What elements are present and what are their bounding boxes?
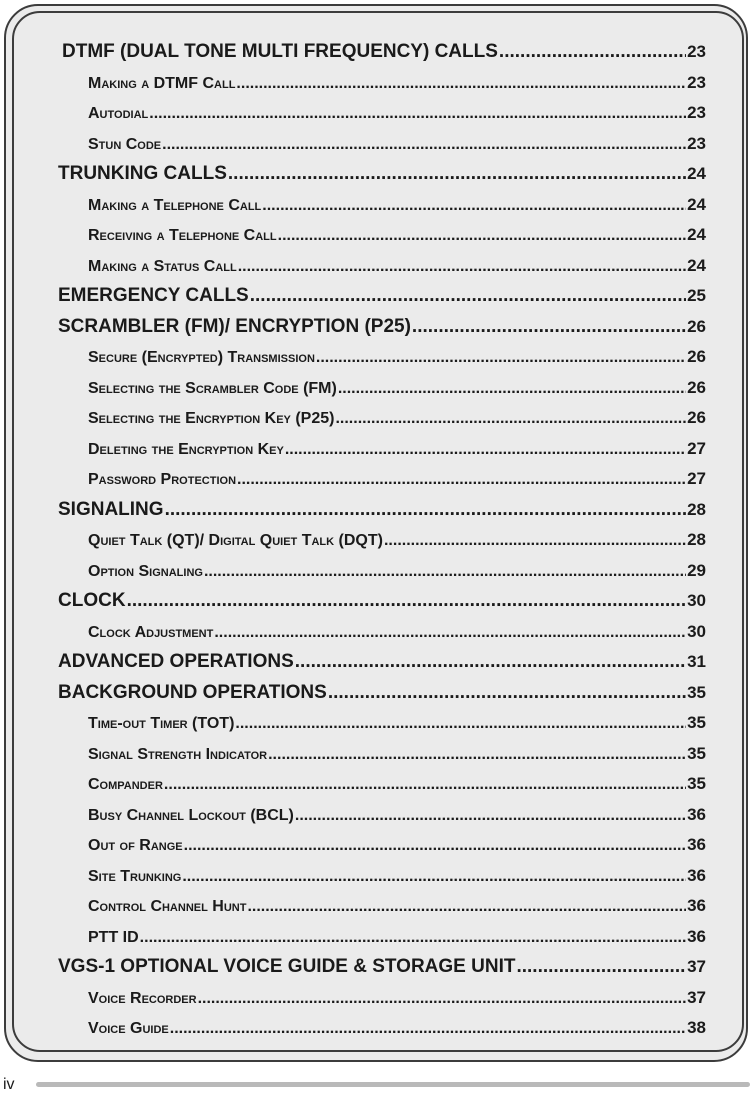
toc-entry[interactable]	[58, 800, 706, 831]
toc-entry[interactable]	[58, 37, 706, 68]
toc-entry-page: 30	[687, 621, 706, 641]
dot-leader	[262, 191, 686, 221]
toc-entry-title: Stun Code	[88, 135, 162, 153]
toc-entry-page: 36	[687, 926, 706, 946]
toc-entry-title: Making a Telephone Call	[88, 196, 262, 214]
toc-entry-title: Busy Channel Lockout (BCL)	[88, 806, 294, 824]
toc-entry[interactable]	[58, 129, 706, 160]
toc-entry-page: 24	[687, 225, 706, 244]
toc-entry-title: Receiving a Telephone Call	[88, 227, 277, 244]
dot-leader	[268, 740, 686, 770]
toc-entry-page: 35	[687, 743, 706, 763]
toc-entry[interactable]	[58, 556, 706, 587]
toc-entry-title: Voice Guide	[88, 1020, 169, 1037]
toc-entry[interactable]	[58, 525, 706, 556]
toc-entry[interactable]	[58, 983, 706, 1014]
toc-entry-title: ADVANCED OPERATIONS	[58, 651, 294, 672]
dot-leader	[499, 37, 686, 68]
dot-leader	[235, 709, 686, 739]
toc-entry-title: CLOCK	[58, 590, 126, 611]
toc-entry[interactable]	[58, 98, 706, 129]
toc-entry-title: Selecting the Scrambler Code (FM)	[88, 379, 337, 397]
toc-entry-title: Control Channel Hunt	[88, 898, 247, 915]
toc-entry-page: 31	[687, 652, 706, 671]
toc-entry-title: Autodial	[88, 105, 149, 122]
toc-entry-title: PTT ID	[88, 928, 139, 946]
dot-leader	[228, 159, 686, 190]
toc-entry[interactable]	[58, 891, 706, 922]
toc-entry[interactable]	[58, 1013, 706, 1044]
toc-entry-title: SCRAMBLER (FM)/ ENCRYPTION (P25)	[58, 315, 411, 337]
toc-entry[interactable]	[58, 312, 706, 343]
toc-entry-page: 36	[687, 896, 706, 915]
toc-entry[interactable]	[58, 342, 706, 373]
dot-leader	[162, 130, 686, 160]
dot-leader	[238, 252, 686, 282]
toc-entry-title: Option Signaling	[88, 562, 203, 580]
dot-leader	[236, 69, 686, 99]
toc-entry-title: Compander	[88, 776, 163, 793]
toc-entry-title: EMERGENCY CALLS	[58, 285, 249, 306]
dot-leader	[278, 221, 686, 251]
dot-leader	[204, 557, 686, 587]
toc-entry-page: 26	[687, 316, 706, 336]
toc-entry-page: 25	[687, 286, 706, 305]
toc-entry-title: Voice Recorder	[88, 989, 197, 1007]
toc-entry-page: 37	[687, 957, 706, 976]
toc-entry-page: 37	[687, 987, 706, 1007]
toc-entry[interactable]	[58, 68, 706, 99]
dot-leader	[140, 923, 686, 953]
dot-leader	[170, 1014, 686, 1044]
toc-entry-title: Site Trunking	[88, 867, 182, 885]
toc-entry-title: Secure (Encrypted) Transmission	[88, 349, 315, 366]
toc-entry[interactable]	[58, 922, 706, 953]
toc-entry[interactable]	[58, 861, 706, 892]
toc-entry-page: 24	[687, 164, 706, 183]
dot-leader	[316, 343, 686, 373]
toc-entry-title: Time-out Timer (TOT)	[88, 715, 235, 732]
dot-leader	[295, 801, 686, 831]
toc-entry-page: 27	[687, 469, 706, 488]
toc-entry[interactable]	[58, 220, 706, 251]
dot-leader	[127, 586, 687, 617]
toc-entry-title: Deleting the Encryption Key	[88, 440, 284, 458]
dot-leader	[516, 952, 686, 983]
toc-entry-title: Signal Strength Indicator	[88, 745, 268, 763]
dot-leader	[164, 770, 686, 800]
dot-leader	[214, 618, 686, 648]
dot-leader	[328, 678, 686, 709]
toc-entry-page: 26	[687, 377, 706, 397]
toc-entry[interactable]	[58, 190, 706, 221]
toc-entry[interactable]	[58, 464, 706, 495]
toc-entry-page: 35	[687, 682, 706, 702]
toc-entry-page: 38	[687, 1018, 706, 1037]
dot-leader	[165, 495, 687, 526]
toc-entry[interactable]	[58, 678, 706, 709]
toc-entry-page: 23	[687, 72, 706, 92]
toc-entry[interactable]	[58, 739, 706, 770]
footer-rule	[36, 1082, 750, 1087]
dot-leader	[250, 281, 686, 312]
toc-entry-page: 23	[687, 42, 706, 61]
toc-entry-page: 35	[687, 713, 706, 732]
toc-entry-title: TRUNKING CALLS	[58, 163, 227, 184]
toc-entry[interactable]	[58, 647, 706, 678]
toc-entry-title: SIGNALING	[58, 498, 164, 520]
dot-leader	[237, 465, 686, 495]
dot-leader	[295, 647, 686, 678]
toc-entry-page: 30	[687, 591, 706, 610]
toc-entry[interactable]	[58, 495, 706, 526]
toc-entry[interactable]	[58, 769, 706, 800]
dot-leader	[198, 984, 687, 1014]
toc-entry[interactable]	[58, 403, 706, 434]
toc-entry-title: Out of Range	[88, 837, 183, 854]
toc-entry-page: 23	[687, 103, 706, 122]
toc-entry-title: DTMF (DUAL TONE MULTI FREQUENCY) CALLS	[62, 41, 498, 62]
toc-entry[interactable]	[58, 373, 706, 404]
toc-entry-page: 36	[687, 865, 706, 885]
toc-entry-title: Quiet Talk (QT)/ Digital Quiet Talk (DQT)	[88, 532, 383, 549]
toc-entry[interactable]	[58, 952, 706, 983]
toc-entry[interactable]	[58, 586, 706, 617]
toc-entry-page: 27	[687, 438, 706, 458]
toc-entry-page: 29	[687, 560, 706, 580]
toc-entry-title: Clock Adjustment	[88, 623, 214, 641]
toc-entry-title: Making a Status Call	[88, 257, 237, 275]
dot-leader	[184, 831, 686, 861]
dot-leader	[338, 374, 686, 404]
table-of-contents	[58, 37, 706, 1044]
toc-entry-page: 36	[687, 835, 706, 854]
toc-entry[interactable]	[58, 251, 706, 282]
dot-leader	[149, 99, 686, 129]
dot-leader	[412, 312, 686, 343]
toc-entry[interactable]	[58, 708, 706, 739]
page-number-label: iv	[3, 1076, 15, 1093]
toc-entry-page: 35	[687, 774, 706, 793]
toc-entry[interactable]	[58, 159, 706, 190]
toc-entry[interactable]	[58, 434, 706, 465]
dot-leader	[384, 526, 686, 556]
dot-leader	[285, 435, 686, 465]
toc-entry-title: BACKGROUND OPERATIONS	[58, 681, 327, 703]
toc-entry[interactable]	[58, 281, 706, 312]
dot-leader	[335, 404, 686, 434]
toc-entry[interactable]	[58, 830, 706, 861]
toc-entry-page: 28	[687, 530, 706, 549]
toc-entry-title: Selecting the Encryption Key (P25)	[88, 410, 335, 427]
toc-entry-page: 26	[687, 347, 706, 366]
toc-entry-page: 28	[687, 499, 706, 519]
toc-entry-page: 23	[687, 133, 706, 153]
toc-entry-page: 36	[687, 804, 706, 824]
dot-leader	[182, 862, 686, 892]
toc-entry[interactable]	[58, 617, 706, 648]
toc-entry-title: Making a DTMF Call	[88, 74, 236, 92]
toc-entry-page: 24	[687, 194, 706, 214]
toc-entry-page: 26	[687, 408, 706, 427]
toc-entry-title: Password Protection	[88, 471, 237, 488]
toc-entry-title: VGS-1 OPTIONAL VOICE GUIDE & STORAGE UNIT	[58, 956, 516, 977]
toc-entry-page: 24	[687, 255, 706, 275]
dot-leader	[247, 892, 686, 922]
